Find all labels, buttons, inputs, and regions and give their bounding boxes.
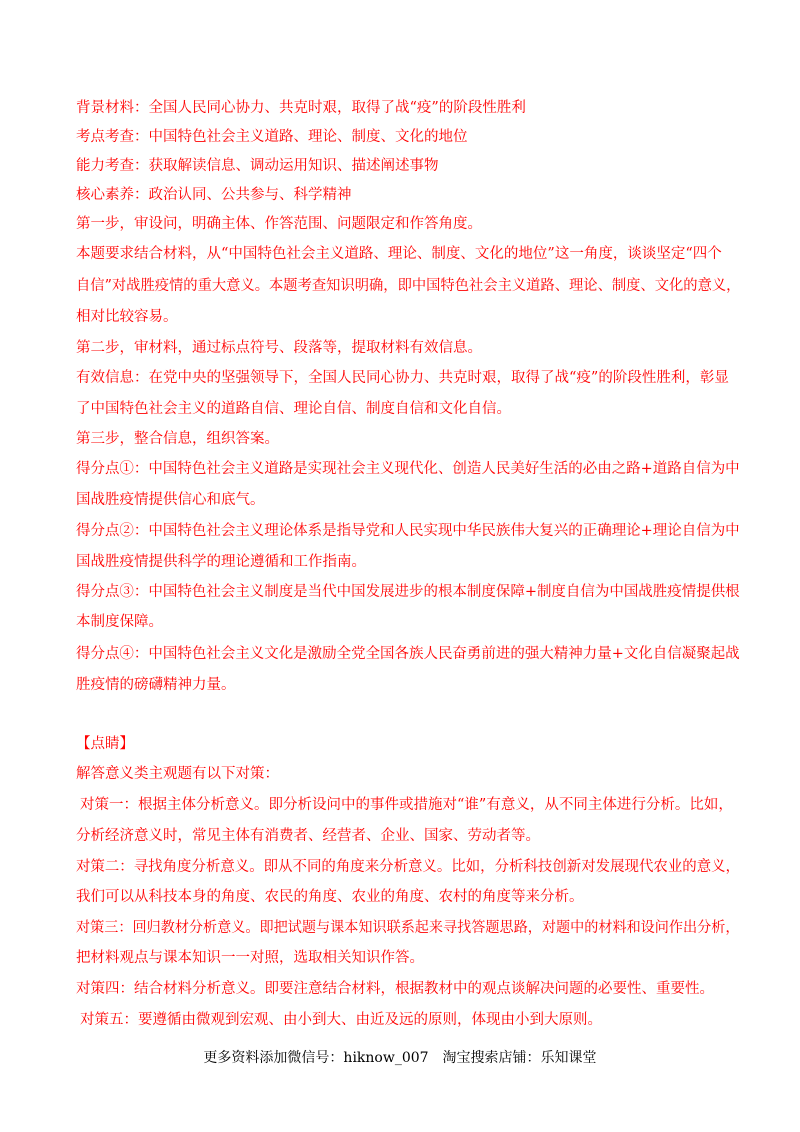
strategy-3-line-1: 对策三：回归教材分析意义。即把试题与课本知识联系起来寻找答题思路，对题中的材料和设问作出分析，: [76, 920, 740, 936]
strategy-4: 对策四：结合材料分析意义。即要注意结合材料，根据教材中的观点谈解决问题的必要性、重要性。: [76, 981, 714, 997]
requirement-line-1: 本题要求结合材料，从“中国特色社会主义道路、理论、制度、文化的地位”这一角度，谈谈坚定“四个: [76, 246, 722, 262]
ability-check: 能力考查：获取解读信息、调动运用知识、描述阐述事物: [76, 158, 439, 174]
strategy-5: 对策五：要遵循由微观到宏观、由小到大、由近及远的原则，体现由小到大原则。: [80, 1012, 602, 1028]
strategy-intro: 解答意义类主观题有以下对策：: [76, 766, 279, 782]
core-literacy: 核心素养：政治认同、公共参与、科学精神: [76, 187, 352, 203]
strategy-2-line-2: 我们可以从科技本身的角度、农民的角度、农业的角度、农村的角度等来分析。: [76, 889, 584, 905]
effective-info-line-2: 了中国特色社会主义的道路自信、理论自信、制度自信和文化自信。: [76, 401, 511, 417]
dianjing-heading: 【点睛】: [76, 736, 134, 752]
score-point-2-line-1: 得分点②：中国特色社会主义理论体系是指导党和人民实现中华民族伟大复兴的正确理论+理论自信为中: [76, 523, 740, 539]
step-three: 第三步，整合信息，组织答案。: [76, 431, 279, 447]
strategy-1-line-2: 分析经济意义时，常见主体有消费者、经营者、企业、国家、劳动者等。: [76, 828, 540, 844]
strategy-1-line-1: 对策一：根据主体分析意义。即分析设问中的事件或措施对“谁”有意义，从不同主体进行分析。比如，: [80, 797, 733, 813]
score-point-1-line-2: 国战胜疫情提供信心和底气。: [76, 492, 265, 508]
score-point-3-line-2: 本制度保障。: [76, 614, 163, 630]
strategy-3-line-2: 把材料观点与课本知识一一对照，选取相关知识作答。: [76, 950, 424, 966]
score-point-2-line-2: 国战胜疫情提供科学的理论遵循和工作指南。: [76, 554, 366, 570]
footer-note: 更多资料添加微信号：hiknow_007 淘宝搜索店铺：乐知课堂: [203, 1050, 597, 1066]
effective-info-line-1: 有效信息：在党中央的坚强领导下，全国人民同心协力、共克时艰，取得了战“疫”的阶段性胜利，彰显: [76, 370, 729, 386]
strategy-2-line-1: 对策二：寻找角度分析意义。即从不同的角度来分析意义。比如，分析科技创新对发展现代农业的意义，: [76, 859, 740, 875]
step-one: 第一步，审设问，明确主体、作答范围、问题限定和作答角度。: [76, 216, 482, 232]
background-material: 背景材料：全国人民同心协力、共克时艰，取得了战“疫”的阶段性胜利: [76, 100, 526, 116]
score-point-4-line-1: 得分点④：中国特色社会主义文化是激励全党全国各族人民奋勇前进的强大精神力量+文化自信凝聚起战: [76, 646, 740, 662]
step-two: 第二步，审材料，通过标点符号、段落等，提取材料有效信息。: [76, 340, 482, 356]
requirement-line-3: 相对比较容易。: [76, 309, 178, 325]
exam-points: 考点考查：中国特色社会主义道路、理论、制度、文化的地位: [76, 129, 468, 145]
score-point-3-line-1: 得分点③：中国特色社会主义制度是当代中国发展进步的根本制度保障+制度自信为中国战胜疫情提供根: [76, 584, 740, 600]
score-point-1-line-1: 得分点①：中国特色社会主义道路是实现社会主义现代化、创造人民美好生活的必由之路+道路自信为中: [76, 461, 740, 477]
score-point-4-line-2: 胜疫情的磅礴精神力量。: [76, 677, 236, 693]
requirement-line-2: 自信”对战胜疫情的重大意义。本题考查知识明确，即中国特色社会主义道路、理论、制度、文化的意义，: [76, 278, 741, 294]
